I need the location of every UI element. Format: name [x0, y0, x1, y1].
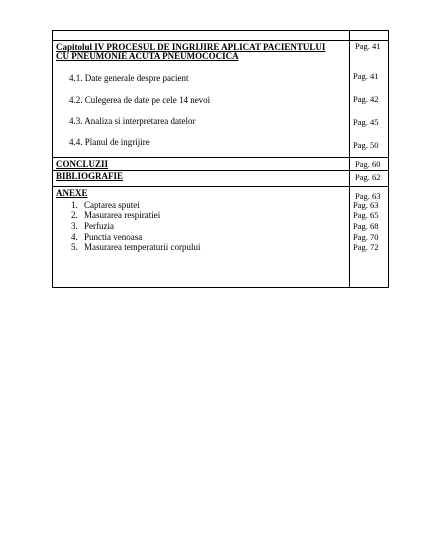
bibliografie-label: BIBLIOGRAFIE	[56, 171, 124, 181]
anexe-item-num: 5.	[71, 242, 78, 252]
row-divider	[53, 186, 388, 187]
anexe-item-label: Masurarea respiratiei	[84, 210, 161, 220]
concluzii-page: Pag. 60	[355, 159, 381, 169]
anexe-label: ANEXE	[56, 188, 88, 198]
anexe-item-label: Captarea sputei	[84, 200, 140, 210]
anexe-item-label: Masurarea temperaturii corpului	[84, 242, 201, 252]
anexe-item-num: 4.	[71, 232, 78, 242]
subsection-page: Pag. 45	[353, 117, 379, 127]
chapter-title-line2: CU PNEUMONIE ACUTA PNEUMOCOCICA	[56, 51, 239, 61]
anexe-item-page: Pag. 68	[353, 221, 379, 231]
table-of-contents	[52, 30, 389, 288]
anexe-item-num: 3.	[71, 221, 78, 231]
anexe-item-page: Pag. 63	[353, 200, 379, 210]
anexe-item-label: Punctia venoasa	[84, 232, 143, 242]
subsection-label: 4.3. Analiza si interpretarea datelor	[69, 116, 196, 126]
chapter-title-line1: Capitolul IV PROCESUL DE INGRIJIRE APLICAT PACIENTULUI	[56, 42, 326, 52]
chapter-page: Pag. 41	[355, 41, 381, 51]
anexe-item-num: 1.	[71, 200, 78, 210]
anexe-item-num: 2.	[71, 210, 78, 220]
subsection-page: Pag. 50	[353, 140, 379, 150]
anexe-page: Pag. 63	[355, 191, 381, 201]
anexe-item-page: Pag. 65	[353, 210, 379, 220]
subsection-page: Pag. 42	[353, 94, 379, 104]
subsection-label: 4.1. Date generale despre pacient	[69, 73, 189, 83]
subsection-page: Pag. 41	[353, 71, 379, 81]
row-divider	[53, 157, 388, 158]
row-divider	[53, 40, 388, 41]
anexe-item-page: Pag. 72	[353, 242, 379, 252]
subsection-label: 4.4. Planul de ingrijire	[69, 137, 150, 147]
anexe-item-label: Perfuzia	[84, 221, 114, 231]
column-divider	[349, 31, 350, 287]
anexe-item-page: Pag. 70	[353, 232, 379, 242]
subsection-label: 4.2. Culegerea de date pe cele 14 nevoi	[69, 95, 211, 105]
concluzii-label: CONCLUZII	[56, 159, 109, 169]
bibliografie-page: Pag. 62	[355, 172, 381, 182]
